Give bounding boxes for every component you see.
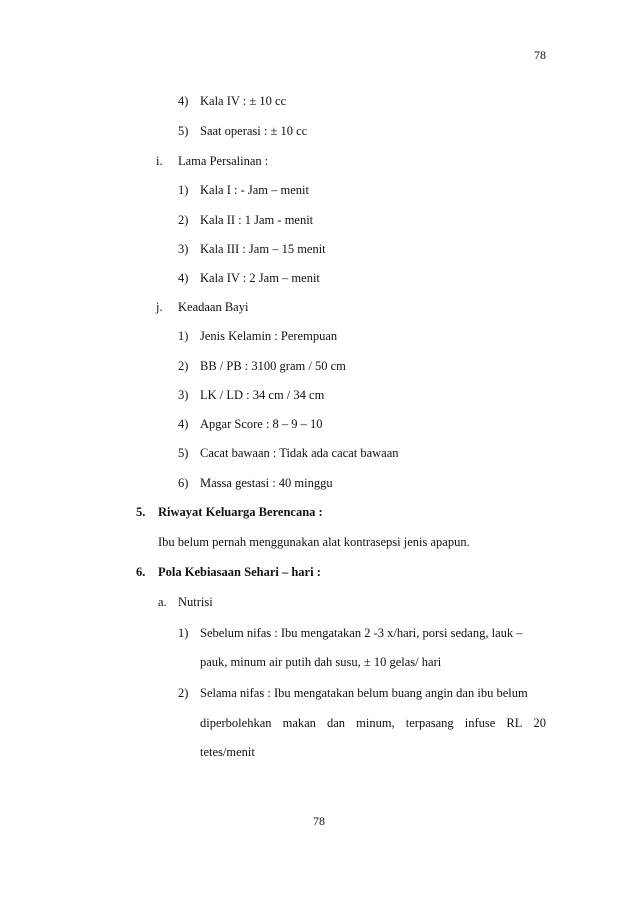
section-number: 6. — [136, 565, 146, 579]
list-number: 3) — [178, 388, 189, 402]
list-item — [178, 241, 326, 257]
word: diperbolehkan — [200, 716, 272, 730]
word: dan — [327, 716, 346, 730]
page-number-bottom: 78 — [313, 814, 325, 828]
list-item — [178, 358, 346, 374]
list-text: Jenis Kelamin : Perempuan — [200, 329, 338, 343]
list-text: Saat operasi : ± 10 cc — [200, 124, 308, 138]
list-item — [178, 685, 528, 701]
list-item — [178, 93, 286, 109]
list-text-continuation: tetes/menit — [200, 745, 255, 759]
list-text: Kala III : Jam – 15 menit — [200, 242, 326, 256]
list-number: 2) — [178, 686, 189, 700]
list-item — [178, 182, 309, 198]
list-text: Kala IV : 2 Jam – menit — [200, 271, 320, 285]
word: terpasang — [405, 716, 454, 730]
list-text: LK / LD : 34 cm / 34 cm — [200, 388, 325, 402]
word: infuse — [464, 716, 496, 730]
page-number-top: 78 — [534, 48, 546, 62]
list-text-continuation — [200, 715, 546, 731]
list-item-nutrisi — [158, 594, 213, 610]
list-text: Massa gestasi : 40 minggu — [200, 476, 333, 490]
list-number: 5) — [178, 124, 189, 138]
list-number: 6) — [178, 476, 189, 490]
list-item — [178, 416, 323, 432]
list-text: Cacat bawaan : Tidak ada cacat bawaan — [200, 446, 399, 460]
list-item — [178, 270, 320, 286]
list-number: 2) — [178, 213, 189, 227]
word: RL — [506, 716, 523, 730]
section-title: Pola Kebiasaan Sehari – hari : — [158, 565, 321, 579]
list-item — [178, 212, 313, 228]
list-text: Selama nifas : Ibu mengatakan belum buang angin dan ibu belum — [200, 686, 528, 700]
list-number: 5) — [178, 446, 189, 460]
section-heading-riwayat-kb — [136, 504, 323, 520]
list-letter: a. — [158, 595, 167, 609]
list-number: 4) — [178, 417, 189, 431]
list-item — [178, 387, 324, 403]
word: 20 — [533, 716, 546, 730]
list-item-lama-persalinan — [156, 153, 268, 169]
list-letter: i. — [156, 154, 163, 168]
word: minum, — [356, 716, 395, 730]
word: makan — [282, 716, 316, 730]
list-item — [178, 123, 307, 139]
list-letter: j. — [156, 300, 163, 314]
list-number: 4) — [178, 94, 189, 108]
list-number: 1) — [178, 626, 189, 640]
list-text: Kala II : 1 Jam - menit — [200, 213, 314, 227]
list-text: BB / PB : 3100 gram / 50 cm — [200, 359, 346, 373]
list-item — [178, 475, 333, 491]
section-title: Riwayat Keluarga Berencana : — [158, 505, 323, 519]
list-number: 1) — [178, 329, 189, 343]
paragraph: Ibu belum pernah menggunakan alat kontrasepsi jenis apapun. — [158, 535, 470, 549]
list-number: 4) — [178, 271, 189, 285]
list-number: 1) — [178, 183, 189, 197]
list-number: 3) — [178, 242, 189, 256]
section-number: 5. — [136, 505, 146, 519]
list-text: Kala IV : ± 10 cc — [200, 94, 287, 108]
list-number: 2) — [178, 359, 189, 373]
list-item — [178, 328, 337, 344]
list-text: Nutrisi — [178, 595, 213, 609]
list-text: Apgar Score : 8 – 9 – 10 — [200, 417, 323, 431]
list-item — [178, 445, 399, 461]
list-text-continuation: pauk, minum air putih dah susu, ± 10 gelas/ hari — [200, 655, 442, 669]
list-item — [178, 625, 523, 641]
list-text: Sebelum nifas : Ibu mengatakan 2 -3 x/hari, porsi sedang, lauk – — [200, 626, 523, 640]
list-item-keadaan-bayi — [156, 299, 248, 315]
list-text: Keadaan Bayi — [178, 300, 249, 314]
list-text: Kala I : - Jam – menit — [200, 183, 309, 197]
list-text: Lama Persalinan : — [178, 154, 269, 168]
section-heading-pola-kebiasaan — [136, 564, 321, 580]
